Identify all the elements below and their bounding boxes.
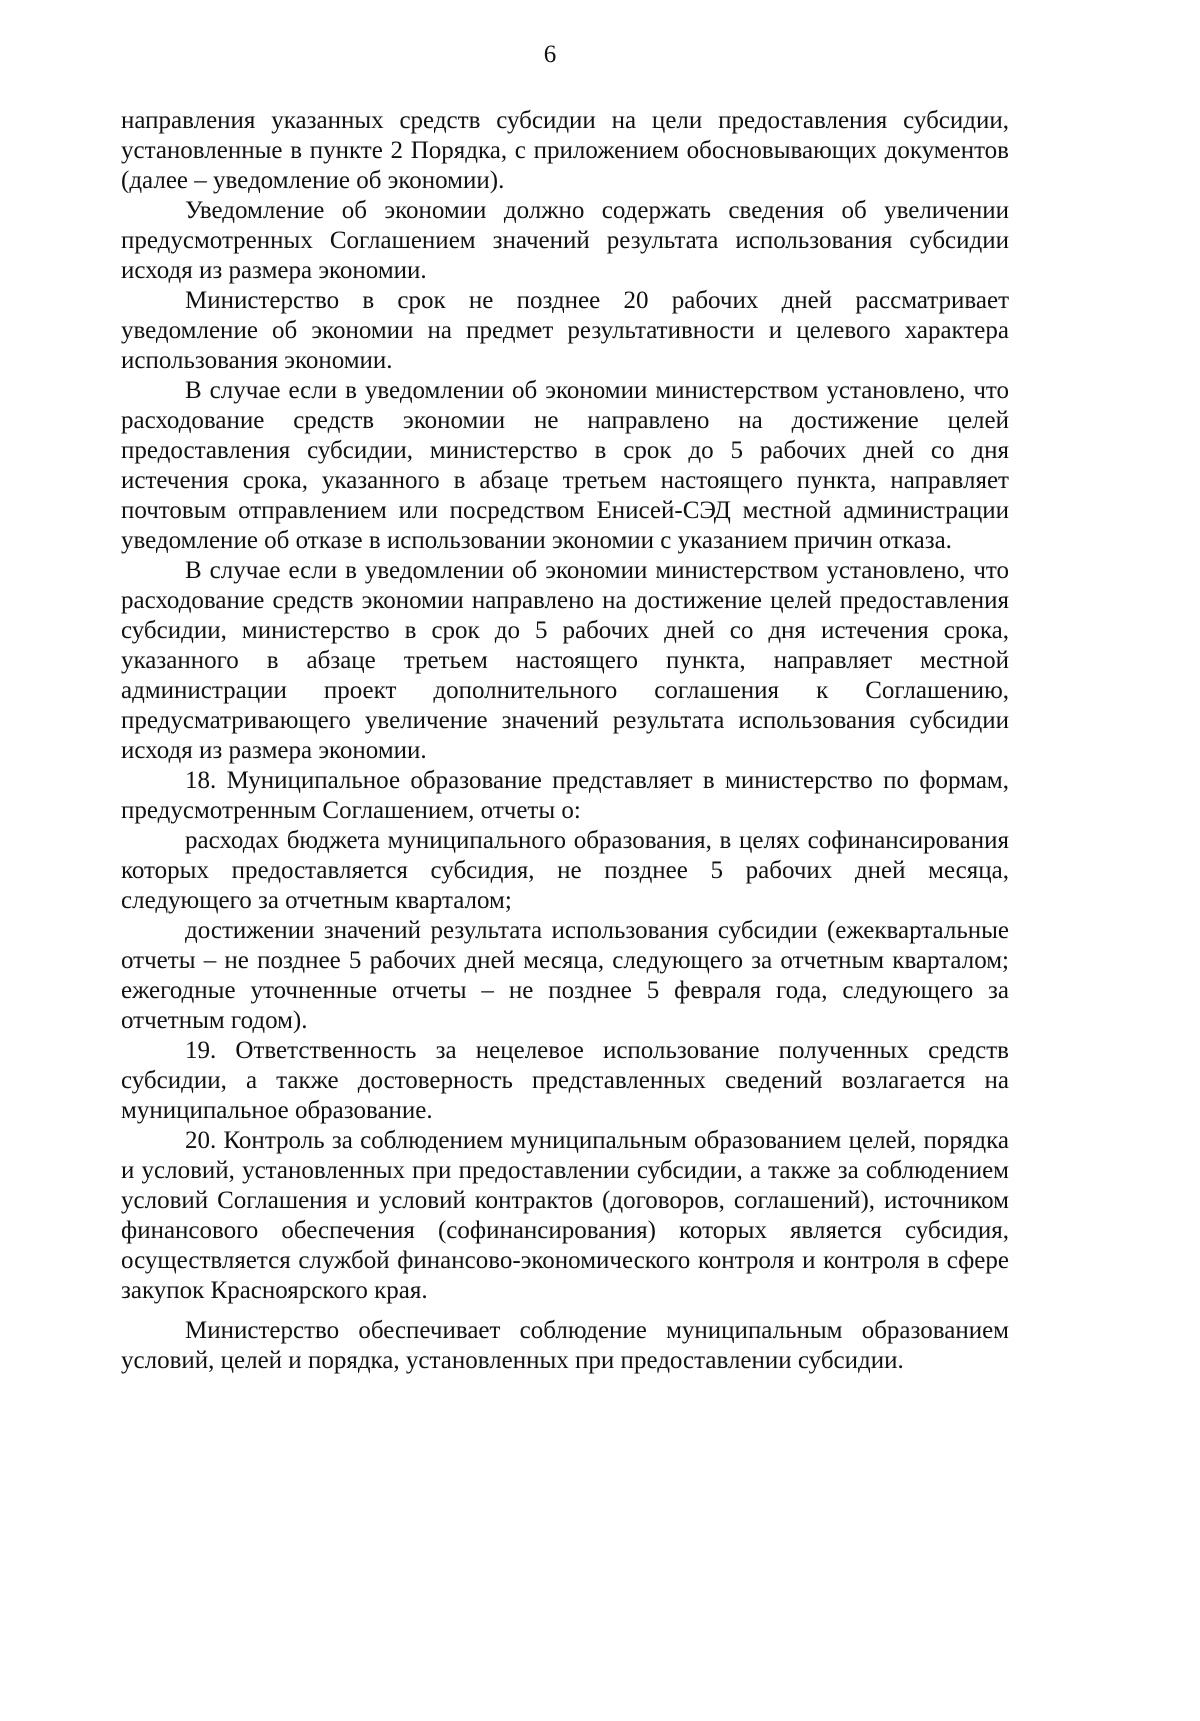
paragraph-item-18-expenses: расходах бюджета муниципального образования, в целях софинансирования которых предоставляется субсидия, не позднее 5 рабочих дней месяца, следующего за отчетным кварталом; bbox=[121, 827, 1009, 914]
paragraph-case-approval: В случае если в уведомлении об экономии министерством установлено, что расходование средств экономии направлено на достижение целей предоставления субсидии, министерство в срок до 5 рабочих дней со дня истечения срока, указанного в абзаце третьем настоящего пункта, направляет местной администрации проект дополнительного соглашения к Соглашению, предусматривающего увеличение значений результата использования субсидии исходя из размера экономии. bbox=[121, 557, 1009, 764]
paragraph-item-18-results: достижении значений результата использования субсидии (ежеквартальные отчеты – не позднее 5 рабочих дней месяца, следующего за отчетным кварталом; ежегодные уточненные отчеты – не позднее 5 февраля года, следующего за отчетным годом). bbox=[121, 917, 1009, 1034]
paragraph-ministry-compliance: Министерство обеспечивает соблюдение муниципальным образованием условий, целей и порядка, установленных при предоставлении субсидии. bbox=[121, 1317, 1009, 1374]
paragraph-notice-contents: Уведомление об экономии должно содержать сведения об увеличении предусмотренных Соглашением значений результата использования субсидии исходя из размера экономии. bbox=[121, 197, 1009, 284]
document-body bbox=[121, 106, 1009, 1376]
page-number: 6 bbox=[543, 41, 557, 68]
paragraph-item-18: 18. Муниципальное образование представляет в министерство по формам, предусмотренным Соглашением, отчеты о: bbox=[121, 767, 1009, 824]
paragraph-case-refusal: В случае если в уведомлении об экономии министерством установлено, что расходование средств экономии не направлено на достижение целей предоставления субсидии, министерство в срок до 5 рабочих дней со дня истечения срока, указанного в абзаце третьем настоящего пункта, направляет почтовым отправлением или посредством Енисей-СЭД местной администрации уведомление об отказе в использовании экономии с указанием причин отказа. bbox=[121, 377, 1009, 554]
paragraph-continuation: направления указанных средств субсидии на цели предоставления субсидии, установленные в пункте 2 Порядка, с приложением обосновывающих документов (далее – уведомление об экономии). bbox=[121, 107, 1009, 194]
paragraph-ministry-review: Министерство в срок не позднее 20 рабочих дней рассматривает уведомление об экономии на предмет результативности и целевого характера использования экономии. bbox=[121, 287, 1009, 374]
paragraph-item-19: 19. Ответственность за нецелевое использование полученных средств субсидии, а также достоверность представленных сведений возлагается на муниципальное образование. bbox=[121, 1037, 1009, 1124]
paragraph-item-20: 20. Контроль за соблюдением муниципальным образованием целей, порядка и условий, установленных при предоставлении субсидии, а также за соблюдением условий Соглашения и условий контрактов (договоров, соглашений), источником финансового обеспечения (софинансирования) которых является субсидия, осуществляется службой финансово-экономического контроля и контроля в сфере закупок Красноярского края. bbox=[121, 1127, 1009, 1304]
